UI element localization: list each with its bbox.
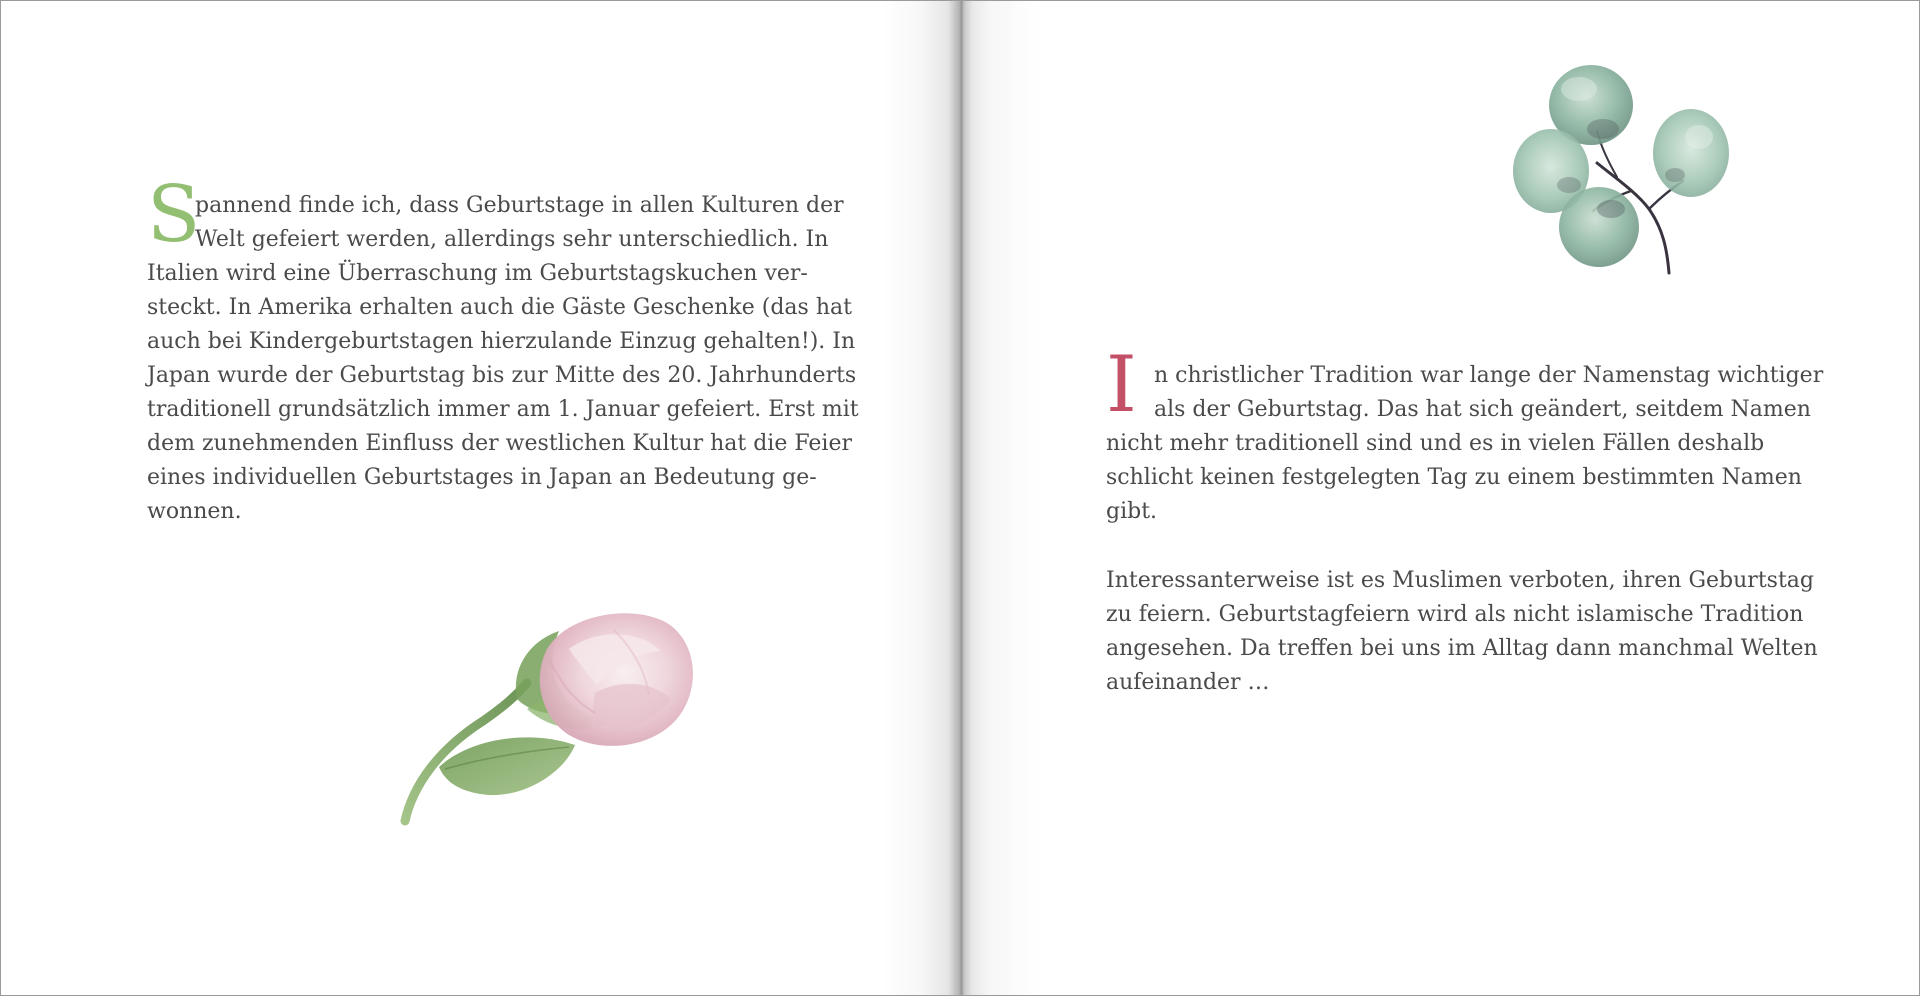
text-line: wonnen.: [147, 499, 242, 524]
text-line: zu feiern. Geburtstagfeiern wird als nicht islamische Tradition: [1106, 602, 1804, 627]
watercolor-eucalyptus-sprig-icon: [1499, 59, 1729, 289]
text-line: traditionell grundsätzlich immer am 1. Januar gefeiert. Erst mit: [147, 397, 859, 422]
text-line: schlicht keinen festgelegten Tag zu einem bestimmten Namen: [1106, 465, 1802, 490]
text-line: aufeinander …: [1106, 670, 1270, 695]
right-paragraph-2: [1106, 564, 1818, 700]
text-line: gibt.: [1106, 499, 1158, 524]
text-line: dem zunehmenden Einfluss der westlichen Kultur hat die Feier: [147, 431, 852, 456]
text-line: steckt. In Amerika erhalten auch die Gäste Geschenke (das hat: [147, 295, 852, 320]
text-line: Japan wurde der Geburtstag bis zur Mitte des 20. Jahrhunderts: [147, 363, 857, 388]
left-paragraph: [147, 170, 859, 529]
text-line: S pannend finde ich, dass Geburtstage in allen Kulturen der: [147, 170, 844, 260]
dropcap: I: [1106, 340, 1137, 430]
text-line: I n christlicher Tradition war lange der Namenstag wichtiger: [1106, 340, 1824, 430]
text-line: als der Geburtstag. Das hat sich geändert, seitdem Namen: [1154, 397, 1811, 422]
text-line: nicht mehr traditionell sind und es in vielen Fällen deshalb: [1106, 431, 1765, 456]
text-line: angesehen. Da treffen bei uns im Alltag dann manchmal Welten: [1106, 636, 1818, 661]
right-paragraph-1: [1106, 340, 1824, 529]
watercolor-flower-bud-icon: [399, 589, 709, 829]
left-page: [1, 1, 960, 995]
right-page: [960, 1, 1919, 995]
text-line: Italien wird eine Überraschung im Geburtstagskuchen ver-: [147, 261, 808, 286]
text-line: eines individuellen Geburtstages in Japan an Bedeutung ge-: [147, 465, 817, 490]
text-line: Welt gefeiert werden, allerdings sehr unterschiedlich. In: [195, 227, 829, 252]
text-line: auch bei Kindergeburtstagen hierzulande Einzug gehalten!). In: [147, 329, 856, 354]
dropcap: S: [147, 170, 201, 260]
text-line: Interessanterweise ist es Muslimen verboten, ihren Geburtstag: [1106, 568, 1814, 593]
